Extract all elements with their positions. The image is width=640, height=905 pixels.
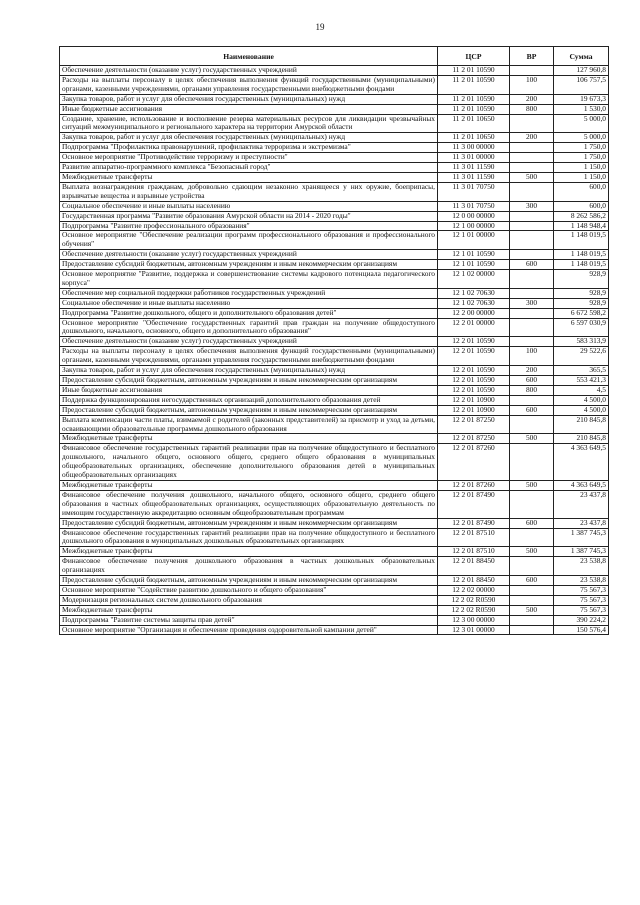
cell-csr: 11 2 01 10650 xyxy=(438,114,510,133)
cell-sum: 1 148 019,5 xyxy=(554,250,609,260)
cell-vr xyxy=(510,231,554,250)
cell-vr xyxy=(510,615,554,625)
cell-name: Предоставление субсидий бюджетным, автономным учреждениям и иным некоммерческим организациям xyxy=(60,576,438,586)
cell-csr: 11 2 01 10590 xyxy=(438,75,510,94)
cell-vr: 100 xyxy=(510,347,554,366)
cell-sum: 4 500,0 xyxy=(554,395,609,405)
cell-vr xyxy=(510,337,554,347)
cell-sum: 600,0 xyxy=(554,182,609,201)
cell-vr: 800 xyxy=(510,385,554,395)
table-row xyxy=(60,153,609,163)
cell-name: Предоставление субсидий бюджетным, автономным учреждениям и иным некоммерческим организациям xyxy=(60,260,438,270)
cell-vr xyxy=(510,211,554,221)
cell-csr: 12 2 01 87250 xyxy=(438,434,510,444)
cell-sum: 4 363 649,5 xyxy=(554,444,609,481)
cell-vr xyxy=(510,557,554,576)
cell-sum: 1 150,0 xyxy=(554,163,609,173)
cell-sum: 5 000,0 xyxy=(554,114,609,133)
cell-vr xyxy=(510,270,554,289)
cell-vr: 600 xyxy=(510,576,554,586)
cell-csr: 12 2 02 R0590 xyxy=(438,595,510,605)
cell-csr: 11 3 01 70750 xyxy=(438,201,510,211)
header-csr: ЦСР xyxy=(438,47,510,66)
cell-sum: 928,9 xyxy=(554,270,609,289)
cell-sum: 127 960,8 xyxy=(554,66,609,76)
cell-sum: 600,0 xyxy=(554,201,609,211)
cell-csr: 12 2 02 00000 xyxy=(438,585,510,595)
cell-csr: 12 2 01 88450 xyxy=(438,576,510,586)
cell-name: Обеспечение деятельности (оказание услуг) государственных учреждений xyxy=(60,66,438,76)
cell-vr: 500 xyxy=(510,547,554,557)
cell-name: Основное мероприятие "Обеспечение государственных гарантий прав граждан на получение общедоступного дошкольного, начального, основного, общего и дополнительного образования" xyxy=(60,318,438,337)
cell-vr xyxy=(510,490,554,518)
cell-sum: 4 500,0 xyxy=(554,405,609,415)
cell-sum: 1 148 019,5 xyxy=(554,260,609,270)
cell-csr: 11 3 01 70750 xyxy=(438,182,510,201)
cell-csr: 11 3 00 00000 xyxy=(438,143,510,153)
table-row xyxy=(60,66,609,76)
cell-csr: 12 2 02 R0590 xyxy=(438,605,510,615)
table-row xyxy=(60,172,609,182)
cell-name: Выплата вознаграждения гражданам, добровольно сдающим незаконно хранящееся у них оружие, боеприпасы, взрывчатые вещества и взрывные устройства xyxy=(60,182,438,201)
cell-name: Финансовое обеспечение государственных гарантий реализации прав на получение общедоступного и бесплатного дошкольного, начального общего, основного общего, среднего общего образования в муниципальных общеобразовательных организациях, обеспечение дополнительного образования детей в муниципальных общеобразовательных организациях xyxy=(60,444,438,481)
cell-name: Межбюджетные трансферты xyxy=(60,605,438,615)
header-vr: ВР xyxy=(510,47,554,66)
cell-csr: 12 2 01 10590 xyxy=(438,376,510,386)
cell-vr: 500 xyxy=(510,172,554,182)
cell-csr: 11 3 01 11590 xyxy=(438,163,510,173)
cell-sum: 5 000,0 xyxy=(554,133,609,143)
cell-csr: 12 2 01 87490 xyxy=(438,518,510,528)
cell-csr: 11 2 01 10590 xyxy=(438,66,510,76)
table-row xyxy=(60,547,609,557)
cell-sum: 29 522,6 xyxy=(554,347,609,366)
cell-csr: 12 1 01 10590 xyxy=(438,260,510,270)
cell-sum: 583 313,9 xyxy=(554,337,609,347)
cell-name: Закупка товаров, работ и услуг для обеспечения государственных (муниципальных) нужд xyxy=(60,133,438,143)
table-row xyxy=(60,518,609,528)
cell-vr: 600 xyxy=(510,518,554,528)
cell-csr: 12 2 01 88450 xyxy=(438,557,510,576)
cell-csr: 11 3 01 00000 xyxy=(438,153,510,163)
cell-csr: 12 2 01 10900 xyxy=(438,405,510,415)
cell-sum: 210 845,8 xyxy=(554,415,609,434)
cell-vr: 500 xyxy=(510,605,554,615)
cell-sum: 1 530,0 xyxy=(554,104,609,114)
cell-csr: 12 1 00 00000 xyxy=(438,221,510,231)
table-row xyxy=(60,133,609,143)
cell-vr xyxy=(510,163,554,173)
table-row xyxy=(60,480,609,490)
table-row xyxy=(60,75,609,94)
cell-vr xyxy=(510,595,554,605)
table-row xyxy=(60,605,609,615)
table-row xyxy=(60,211,609,221)
cell-name: Межбюджетные трансферты xyxy=(60,172,438,182)
cell-csr: 12 1 01 10590 xyxy=(438,250,510,260)
cell-name: Предоставление субсидий бюджетным, автономным учреждениям и иным некоммерческим организациям xyxy=(60,518,438,528)
cell-vr xyxy=(510,114,554,133)
table-row xyxy=(60,288,609,298)
table-row xyxy=(60,250,609,260)
cell-csr: 12 1 02 70630 xyxy=(438,298,510,308)
cell-sum: 1 387 745,3 xyxy=(554,547,609,557)
cell-name: Предоставление субсидий бюджетным, автономным учреждениям и иным некоммерческим организациям xyxy=(60,405,438,415)
cell-vr xyxy=(510,585,554,595)
cell-vr: 600 xyxy=(510,405,554,415)
cell-sum: 928,9 xyxy=(554,298,609,308)
cell-name: Финансовое обеспечение государственных гарантий реализации прав на получение общедоступного и бесплатного дошкольного образования в муниципальных дошкольных образовательных организациях xyxy=(60,528,438,547)
cell-sum: 23 538,8 xyxy=(554,576,609,586)
cell-csr: 12 3 01 00000 xyxy=(438,625,510,635)
table-row xyxy=(60,347,609,366)
cell-name: Иные бюджетные ассигнования xyxy=(60,385,438,395)
cell-name: Создание, хранение, использование и восполнение резерва материальных ресурсов для ликвидации чрезвычайных ситуаций межмуниципального и регионального характера на территории Амурской области xyxy=(60,114,438,133)
cell-vr xyxy=(510,318,554,337)
cell-sum: 150 576,4 xyxy=(554,625,609,635)
cell-name: Закупка товаров, работ и услуг для обеспечения государственных (муниципальных) нужд xyxy=(60,94,438,104)
cell-csr: 12 3 00 00000 xyxy=(438,615,510,625)
cell-name: Межбюджетные трансферты xyxy=(60,480,438,490)
cell-sum: 106 757,5 xyxy=(554,75,609,94)
cell-name: Обеспечение деятельности (оказание услуг) государственных учреждений xyxy=(60,250,438,260)
cell-name: Межбюджетные трансферты xyxy=(60,547,438,557)
table-row xyxy=(60,444,609,481)
cell-csr: 12 1 02 00000 xyxy=(438,270,510,289)
table-row xyxy=(60,415,609,434)
cell-vr xyxy=(510,625,554,635)
cell-vr xyxy=(510,415,554,434)
cell-vr xyxy=(510,395,554,405)
cell-sum: 75 567,3 xyxy=(554,585,609,595)
cell-name: Финансовое обеспечение получения дошкольного образования в частных дошкольных образовательных организациях xyxy=(60,557,438,576)
cell-sum: 23 437,8 xyxy=(554,490,609,518)
cell-vr xyxy=(510,182,554,201)
cell-csr: 12 2 01 87260 xyxy=(438,480,510,490)
cell-sum: 365,5 xyxy=(554,366,609,376)
cell-name: Модернизация региональных систем дошкольного образования xyxy=(60,595,438,605)
cell-vr xyxy=(510,288,554,298)
cell-csr: 12 1 02 70630 xyxy=(438,288,510,298)
table-row xyxy=(60,308,609,318)
cell-vr xyxy=(510,143,554,153)
cell-sum: 4 363 649,5 xyxy=(554,480,609,490)
cell-sum: 4,5 xyxy=(554,385,609,395)
cell-sum: 1 150,0 xyxy=(554,172,609,182)
table-row xyxy=(60,625,609,635)
cell-csr: 12 2 01 10590 xyxy=(438,337,510,347)
cell-name: Государственная программа "Развитие образования Амурской области на 2014 - 2020 годы" xyxy=(60,211,438,221)
cell-vr: 200 xyxy=(510,94,554,104)
cell-name: Развитие аппаратно-программного комплекса "Безопасный город" xyxy=(60,163,438,173)
cell-name: Обеспечение деятельности (оказание услуг) государственных учреждений xyxy=(60,337,438,347)
cell-name: Расходы на выплаты персоналу в целях обеспечения выполнения функций государственными (муниципальными) органами, казенными учреждениями, органами управления государственными внебюджетными фондами xyxy=(60,75,438,94)
table-row xyxy=(60,385,609,395)
cell-sum: 1 750,0 xyxy=(554,153,609,163)
cell-sum: 6 597 030,9 xyxy=(554,318,609,337)
table-row xyxy=(60,585,609,595)
table-row xyxy=(60,163,609,173)
table-row xyxy=(60,395,609,405)
cell-name: Основное мероприятие "Содействие развитию дошкольного и общего образования" xyxy=(60,585,438,595)
cell-csr: 12 1 01 00000 xyxy=(438,231,510,250)
cell-sum: 210 845,8 xyxy=(554,434,609,444)
cell-csr: 11 2 01 10590 xyxy=(438,104,510,114)
cell-sum: 390 224,2 xyxy=(554,615,609,625)
cell-vr: 500 xyxy=(510,434,554,444)
table-row xyxy=(60,182,609,201)
table-row xyxy=(60,405,609,415)
cell-csr: 12 0 00 00000 xyxy=(438,211,510,221)
table-row xyxy=(60,231,609,250)
table-row xyxy=(60,143,609,153)
cell-name: Подпрограмма "Развитие профессионального образования" xyxy=(60,221,438,231)
cell-name: Социальное обеспечение и иные выплаты населению xyxy=(60,298,438,308)
cell-sum: 8 262 586,2 xyxy=(554,211,609,221)
cell-name: Подпрограмма "Развитие дошкольного, общего и дополнительного образования детей" xyxy=(60,308,438,318)
table-header-row xyxy=(60,47,609,66)
cell-csr: 12 2 01 87490 xyxy=(438,490,510,518)
cell-csr: 12 2 01 87250 xyxy=(438,415,510,434)
cell-name: Финансовое обеспечение получения дошкольного, начального общего, основного общего, среднего общего образования в частных общеобразовательных организациях, осуществляющих образовательную деятельность по имеющим государственную аккредитацию основным общеобразовательным программам xyxy=(60,490,438,518)
cell-name: Подпрограмма "Профилактика правонарушений, профилактика терроризма и экстремизма" xyxy=(60,143,438,153)
table-row xyxy=(60,298,609,308)
page-number: 19 xyxy=(315,22,325,32)
cell-name: Закупка товаров, работ и услуг для обеспечения государственных (муниципальных) нужд xyxy=(60,366,438,376)
cell-name: Предоставление субсидий бюджетным, автономным учреждениям и иным некоммерческим организациям xyxy=(60,376,438,386)
table-row xyxy=(60,557,609,576)
cell-vr: 600 xyxy=(510,376,554,386)
cell-csr: 12 2 01 10590 xyxy=(438,366,510,376)
cell-sum: 1 750,0 xyxy=(554,143,609,153)
cell-csr: 12 2 01 87510 xyxy=(438,528,510,547)
cell-vr: 300 xyxy=(510,201,554,211)
cell-vr xyxy=(510,153,554,163)
table-row xyxy=(60,434,609,444)
cell-vr xyxy=(510,444,554,481)
cell-vr: 600 xyxy=(510,260,554,270)
table-row xyxy=(60,114,609,133)
cell-sum: 23 538,8 xyxy=(554,557,609,576)
cell-vr xyxy=(510,528,554,547)
cell-sum: 1 148 948,4 xyxy=(554,221,609,231)
table-row xyxy=(60,528,609,547)
cell-sum: 928,9 xyxy=(554,288,609,298)
cell-sum: 1 387 745,3 xyxy=(554,528,609,547)
cell-name: Социальное обеспечение и иные выплаты населению xyxy=(60,201,438,211)
table-row xyxy=(60,595,609,605)
table-row xyxy=(60,615,609,625)
table-row xyxy=(60,318,609,337)
cell-vr xyxy=(510,308,554,318)
table-row xyxy=(60,490,609,518)
cell-name: Основное мероприятие "Организация и обеспечение проведения оздоровительной кампании детей" xyxy=(60,625,438,635)
cell-vr: 200 xyxy=(510,133,554,143)
cell-vr: 500 xyxy=(510,480,554,490)
cell-csr: 12 2 01 10590 xyxy=(438,385,510,395)
cell-vr: 100 xyxy=(510,75,554,94)
cell-csr: 12 2 01 87260 xyxy=(438,444,510,481)
cell-name: Поддержка функционирования негосударственных организаций дополнительного образования детей xyxy=(60,395,438,405)
table-row xyxy=(60,221,609,231)
cell-name: Выплата компенсации части платы, взимаемой с родителей (законных представителей) за присмотр и уход за детьми, осваивающими образовательные программы дошкольного образования xyxy=(60,415,438,434)
cell-name: Основное мероприятие "Развитие, поддержка и совершенствование системы кадрового потенциала педагогического корпуса" xyxy=(60,270,438,289)
table-row xyxy=(60,94,609,104)
cell-name: Подпрограмма "Развитие системы защиты прав детей" xyxy=(60,615,438,625)
cell-csr: 12 2 00 00000 xyxy=(438,308,510,318)
table-row xyxy=(60,201,609,211)
cell-sum: 553 421,3 xyxy=(554,376,609,386)
cell-csr: 12 2 01 00000 xyxy=(438,318,510,337)
table-row xyxy=(60,270,609,289)
cell-vr xyxy=(510,66,554,76)
cell-csr: 11 2 01 10650 xyxy=(438,133,510,143)
cell-name: Основное мероприятие "Противодействие терроризму и преступности" xyxy=(60,153,438,163)
cell-sum: 75 567,3 xyxy=(554,595,609,605)
cell-name: Обеспечение мер социальной поддержки работников государственных учреждений xyxy=(60,288,438,298)
cell-vr: 200 xyxy=(510,366,554,376)
cell-vr: 300 xyxy=(510,298,554,308)
cell-csr: 12 2 01 10900 xyxy=(438,395,510,405)
cell-sum: 75 567,3 xyxy=(554,605,609,615)
table-row xyxy=(60,337,609,347)
header-name: Наименование xyxy=(60,47,438,66)
cell-csr: 12 2 01 87510 xyxy=(438,547,510,557)
table-row xyxy=(60,576,609,586)
cell-csr: 12 2 01 10590 xyxy=(438,347,510,366)
cell-csr: 11 2 01 10590 xyxy=(438,94,510,104)
table-body xyxy=(60,66,609,635)
cell-csr: 11 3 01 11590 xyxy=(438,172,510,182)
header-sum: Сумма xyxy=(554,47,609,66)
table-row xyxy=(60,376,609,386)
cell-sum: 19 673,3 xyxy=(554,94,609,104)
table-row xyxy=(60,104,609,114)
cell-vr xyxy=(510,221,554,231)
cell-sum: 6 672 598,2 xyxy=(554,308,609,318)
cell-name: Иные бюджетные ассигнования xyxy=(60,104,438,114)
cell-name: Межбюджетные трансферты xyxy=(60,434,438,444)
cell-name: Основное мероприятие "Обеспечение реализации программ профессионального образования и профессионального обучения" xyxy=(60,231,438,250)
table-row xyxy=(60,260,609,270)
cell-name: Расходы на выплаты персоналу в целях обеспечения выполнения функций государственными (муниципальными) органами, казенными учреждениями, органами управления государственными внебюджетными фондами xyxy=(60,347,438,366)
cell-sum: 23 437,8 xyxy=(554,518,609,528)
cell-sum: 1 148 019,5 xyxy=(554,231,609,250)
table-row xyxy=(60,366,609,376)
cell-vr: 800 xyxy=(510,104,554,114)
cell-vr xyxy=(510,250,554,260)
budget-table xyxy=(59,46,609,635)
